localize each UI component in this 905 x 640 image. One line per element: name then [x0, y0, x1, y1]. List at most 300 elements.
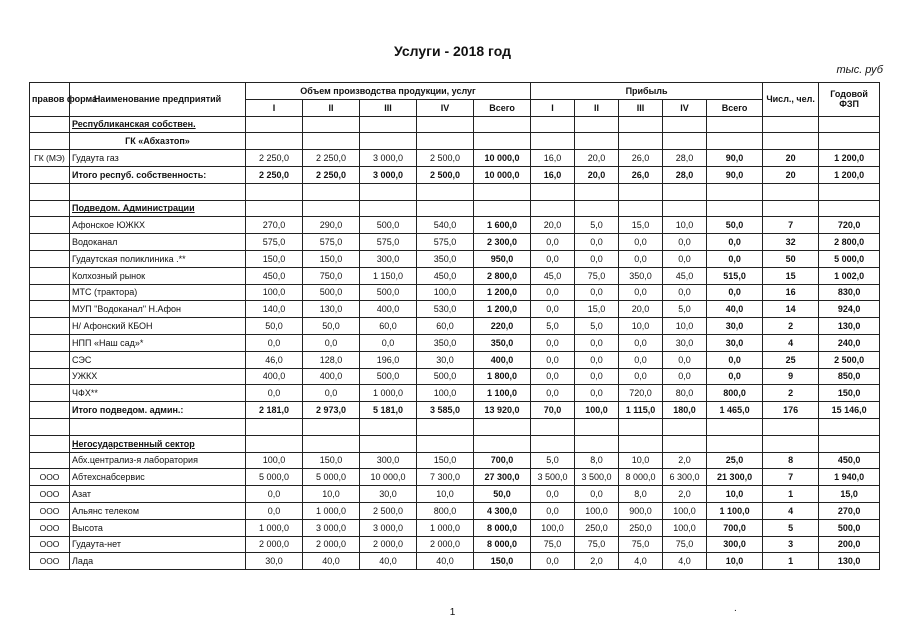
- empty-cell: [360, 418, 417, 435]
- empty-cell: [360, 133, 417, 150]
- vol-q1-cell: 50,0: [246, 318, 303, 335]
- vol-total-cell: 10 000,0: [474, 166, 531, 183]
- vol-q1-cell: 400,0: [246, 368, 303, 385]
- vol-q2-cell: 0,0: [303, 385, 360, 402]
- profit-total-cell: 30,0: [707, 334, 763, 351]
- enterprise-name-cell: Гудаута газ: [70, 150, 246, 167]
- total-row: [30, 166, 880, 183]
- header-row-1: [30, 83, 880, 100]
- empty-cell: [360, 183, 417, 200]
- empty-cell: [763, 116, 819, 133]
- staff-count-cell: 14: [763, 301, 819, 318]
- legal-form-cell: [30, 234, 70, 251]
- vol-q1-cell: 270,0: [246, 217, 303, 234]
- profit-total-cell: 40,0: [707, 301, 763, 318]
- profit-q4-cell: 45,0: [663, 267, 707, 284]
- profit-q3-cell: 26,0: [619, 150, 663, 167]
- empty-cell: [575, 183, 619, 200]
- empty-cell: [663, 116, 707, 133]
- empty-cell: [246, 200, 303, 217]
- empty-cell: [474, 418, 531, 435]
- empty-cell: [246, 418, 303, 435]
- header-quarter: IV: [417, 99, 474, 116]
- profit-q3-cell: 75,0: [619, 536, 663, 553]
- vol-total-cell: 2 300,0: [474, 234, 531, 251]
- profit-total-cell: 300,0: [707, 536, 763, 553]
- empty-cell: [246, 116, 303, 133]
- empty-cell: [763, 183, 819, 200]
- profit-q1-cell: 16,0: [531, 166, 575, 183]
- profit-total-cell: 515,0: [707, 267, 763, 284]
- vol-q3-cell: 3 000,0: [360, 166, 417, 183]
- section-title-cell: [70, 435, 246, 452]
- enterprise-name-cell: Высота: [70, 519, 246, 536]
- profit-q2-cell: 5,0: [575, 318, 619, 335]
- empty-cell: [575, 435, 619, 452]
- staff-count-cell: 2: [763, 318, 819, 335]
- vol-total-cell: 27 300,0: [474, 469, 531, 486]
- empty-cell: [707, 133, 763, 150]
- vol-total-cell: 8 000,0: [474, 536, 531, 553]
- vol-total-cell: 400,0: [474, 351, 531, 368]
- profit-q1-cell: 0,0: [531, 553, 575, 570]
- staff-count-cell: 32: [763, 234, 819, 251]
- profit-q1-cell: 5,0: [531, 318, 575, 335]
- vol-q3-cell: 400,0: [360, 301, 417, 318]
- vol-total-cell: 13 920,0: [474, 402, 531, 419]
- staff-count-cell: 9: [763, 368, 819, 385]
- empty-cell: [30, 116, 70, 133]
- section-title-cell: [70, 200, 246, 217]
- profit-q2-cell: 0,0: [575, 486, 619, 503]
- profit-q1-cell: 0,0: [531, 334, 575, 351]
- staff-count-cell: 1: [763, 486, 819, 503]
- empty-cell: [707, 183, 763, 200]
- legal-form-cell: [30, 385, 70, 402]
- vol-q1-cell: 140,0: [246, 301, 303, 318]
- profit-q2-cell: 0,0: [575, 250, 619, 267]
- profit-q3-cell: 350,0: [619, 267, 663, 284]
- section-row: [30, 200, 880, 217]
- profit-q4-cell: 6 300,0: [663, 469, 707, 486]
- legal-form-cell: ООО: [30, 486, 70, 503]
- profit-q1-cell: 0,0: [531, 502, 575, 519]
- empty-cell: [303, 183, 360, 200]
- profit-q4-cell: 0,0: [663, 234, 707, 251]
- table-row: [30, 318, 880, 335]
- total-row: [30, 402, 880, 419]
- payroll-cell: 1 002,0: [819, 267, 880, 284]
- vol-total-cell: 8 000,0: [474, 519, 531, 536]
- enterprise-name-cell: Гудаута-нет: [70, 536, 246, 553]
- profit-q4-cell: 0,0: [663, 284, 707, 301]
- empty-cell: [707, 200, 763, 217]
- empty-cell: [417, 418, 474, 435]
- empty-cell: [303, 116, 360, 133]
- page-number: 1: [449, 607, 456, 618]
- legal-form-cell: ООО: [30, 519, 70, 536]
- legal-form-cell: [30, 368, 70, 385]
- vol-q4-cell: 530,0: [417, 301, 474, 318]
- vol-q4-cell: 575,0: [417, 234, 474, 251]
- table-row: [30, 486, 880, 503]
- profit-q3-cell: 900,0: [619, 502, 663, 519]
- profit-q3-cell: 8 000,0: [619, 469, 663, 486]
- profit-total-cell: 50,0: [707, 217, 763, 234]
- profit-q4-cell: 100,0: [663, 519, 707, 536]
- legal-form-cell: [30, 267, 70, 284]
- header-staff: Числ., чел.: [763, 83, 819, 117]
- section-row: [30, 435, 880, 452]
- empty-cell: [531, 200, 575, 217]
- profit-total-cell: 10,0: [707, 486, 763, 503]
- profit-total-cell: 700,0: [707, 519, 763, 536]
- payroll-cell: 15,0: [819, 486, 880, 503]
- vol-q3-cell: 2 500,0: [360, 502, 417, 519]
- vol-total-cell: 4 300,0: [474, 502, 531, 519]
- empty-cell: [417, 183, 474, 200]
- vol-q1-cell: 46,0: [246, 351, 303, 368]
- profit-q1-cell: 0,0: [531, 250, 575, 267]
- vol-q2-cell: 0,0: [303, 334, 360, 351]
- vol-q4-cell: 450,0: [417, 267, 474, 284]
- empty-cell: [707, 418, 763, 435]
- vol-q1-cell: 0,0: [246, 334, 303, 351]
- profit-q3-cell: 8,0: [619, 486, 663, 503]
- unit-label: тыс. руб: [836, 64, 883, 76]
- profit-total-cell: 90,0: [707, 150, 763, 167]
- payroll-cell: 130,0: [819, 553, 880, 570]
- empty-cell: [707, 116, 763, 133]
- profit-q3-cell: 26,0: [619, 166, 663, 183]
- empty-cell: [763, 418, 819, 435]
- profit-q3-cell: 0,0: [619, 334, 663, 351]
- vol-total-cell: 1 800,0: [474, 368, 531, 385]
- enterprise-name-cell: Н/ Афонский КБОН: [70, 318, 246, 335]
- header-form: правов форма: [30, 83, 70, 117]
- profit-total-cell: 1 100,0: [707, 502, 763, 519]
- enterprise-name-cell: Водоканал: [70, 234, 246, 251]
- header-total: Всего: [707, 99, 763, 116]
- staff-count-cell: 176: [763, 402, 819, 419]
- vol-q4-cell: 350,0: [417, 334, 474, 351]
- vol-q4-cell: 2 500,0: [417, 150, 474, 167]
- vol-q4-cell: 100,0: [417, 284, 474, 301]
- profit-q4-cell: 4,0: [663, 553, 707, 570]
- header-payroll: Годовой ФЗП: [819, 83, 880, 117]
- profit-total-cell: 21 300,0: [707, 469, 763, 486]
- vol-total-cell: 1 600,0: [474, 217, 531, 234]
- vol-q2-cell: 128,0: [303, 351, 360, 368]
- legal-form-cell: [30, 402, 70, 419]
- profit-total-cell: 1 465,0: [707, 402, 763, 419]
- vol-q3-cell: 5 181,0: [360, 402, 417, 419]
- vol-total-cell: 1 100,0: [474, 385, 531, 402]
- profit-q3-cell: 0,0: [619, 234, 663, 251]
- vol-q3-cell: 10 000,0: [360, 469, 417, 486]
- enterprise-name-cell: Гудаутская поликлиника .**: [70, 250, 246, 267]
- staff-count-cell: 7: [763, 469, 819, 486]
- payroll-cell: 1 200,0: [819, 150, 880, 167]
- enterprise-name-cell: Итого респуб. собственность:: [70, 166, 246, 183]
- legal-form-cell: ООО: [30, 502, 70, 519]
- empty-cell: [303, 200, 360, 217]
- header-quarter: I: [246, 99, 303, 116]
- profit-total-cell: 800,0: [707, 385, 763, 402]
- enterprise-name-cell: МУП "Водоканал" Н.Афон: [70, 301, 246, 318]
- payroll-cell: 500,0: [819, 519, 880, 536]
- vol-q4-cell: 60,0: [417, 318, 474, 335]
- profit-q4-cell: 30,0: [663, 334, 707, 351]
- profit-q2-cell: 20,0: [575, 150, 619, 167]
- vol-q4-cell: 40,0: [417, 553, 474, 570]
- profit-total-cell: 25,0: [707, 452, 763, 469]
- section-title: Негосударственный сектор: [72, 438, 195, 449]
- table-row: [30, 267, 880, 284]
- table-row: [30, 217, 880, 234]
- profit-q4-cell: 28,0: [663, 150, 707, 167]
- enterprise-name-cell: НПП «Наш сад»*: [70, 334, 246, 351]
- vol-q2-cell: 575,0: [303, 234, 360, 251]
- subsection-title-cell: [70, 133, 246, 150]
- profit-q1-cell: 16,0: [531, 150, 575, 167]
- profit-q1-cell: 75,0: [531, 536, 575, 553]
- profit-q4-cell: 0,0: [663, 250, 707, 267]
- profit-q1-cell: 0,0: [531, 234, 575, 251]
- profit-q4-cell: 100,0: [663, 502, 707, 519]
- empty-cell: [619, 435, 663, 452]
- profit-q2-cell: 0,0: [575, 368, 619, 385]
- profit-total-cell: 90,0: [707, 166, 763, 183]
- legal-form-cell: ГК (МЭ): [30, 150, 70, 167]
- profit-q1-cell: 45,0: [531, 267, 575, 284]
- legal-form-cell: [30, 166, 70, 183]
- profit-q3-cell: 15,0: [619, 217, 663, 234]
- header-quarter: III: [619, 99, 663, 116]
- table-row: [30, 536, 880, 553]
- vol-total-cell: 10 000,0: [474, 150, 531, 167]
- profit-q2-cell: 100,0: [575, 402, 619, 419]
- vol-q3-cell: 196,0: [360, 351, 417, 368]
- vol-q2-cell: 130,0: [303, 301, 360, 318]
- vol-q2-cell: 10,0: [303, 486, 360, 503]
- empty-cell: [417, 200, 474, 217]
- profit-q4-cell: 180,0: [663, 402, 707, 419]
- empty-cell: [663, 200, 707, 217]
- profit-q2-cell: 0,0: [575, 234, 619, 251]
- profit-q2-cell: 100,0: [575, 502, 619, 519]
- vol-q2-cell: 150,0: [303, 250, 360, 267]
- scan-mark: .: [734, 603, 737, 614]
- profit-q2-cell: 0,0: [575, 385, 619, 402]
- profit-q2-cell: 0,0: [575, 334, 619, 351]
- legal-form-cell: [30, 217, 70, 234]
- vol-q3-cell: 500,0: [360, 217, 417, 234]
- vol-q2-cell: 3 000,0: [303, 519, 360, 536]
- legal-form-cell: [30, 318, 70, 335]
- header-total: Всего: [474, 99, 531, 116]
- profit-q3-cell: 0,0: [619, 284, 663, 301]
- empty-cell: [30, 200, 70, 217]
- empty-cell: [474, 435, 531, 452]
- vol-q2-cell: 2 250,0: [303, 150, 360, 167]
- empty-cell: [575, 418, 619, 435]
- enterprise-name-cell: Абх.централиз-я лаборатория: [70, 452, 246, 469]
- profit-q3-cell: 20,0: [619, 301, 663, 318]
- profit-q4-cell: 5,0: [663, 301, 707, 318]
- empty-cell: [819, 435, 880, 452]
- payroll-cell: 240,0: [819, 334, 880, 351]
- profit-q4-cell: 2,0: [663, 486, 707, 503]
- section-title: Подведом. Администрации: [72, 203, 195, 214]
- empty-cell: [707, 435, 763, 452]
- empty-cell: [30, 435, 70, 452]
- vol-q2-cell: 1 000,0: [303, 502, 360, 519]
- staff-count-cell: 2: [763, 385, 819, 402]
- legal-form-cell: [30, 351, 70, 368]
- payroll-cell: 1 940,0: [819, 469, 880, 486]
- vol-q3-cell: 1 150,0: [360, 267, 417, 284]
- empty-cell: [575, 116, 619, 133]
- vol-total-cell: 1 200,0: [474, 284, 531, 301]
- section-title: Республиканская собствен.: [72, 119, 196, 130]
- vol-q3-cell: 1 000,0: [360, 385, 417, 402]
- vol-q1-cell: 150,0: [246, 250, 303, 267]
- empty-cell: [70, 418, 246, 435]
- empty-cell: [619, 133, 663, 150]
- empty-cell: [246, 183, 303, 200]
- empty-cell: [763, 435, 819, 452]
- empty-cell: [819, 116, 880, 133]
- payroll-cell: 1 200,0: [819, 166, 880, 183]
- vol-q4-cell: 30,0: [417, 351, 474, 368]
- header-quarter: IV: [663, 99, 707, 116]
- empty-cell: [30, 133, 70, 150]
- legal-form-cell: [30, 301, 70, 318]
- vol-q1-cell: 1 000,0: [246, 519, 303, 536]
- empty-cell: [619, 183, 663, 200]
- enterprise-name-cell: УЖКХ: [70, 368, 246, 385]
- table-row: [30, 301, 880, 318]
- empty-cell: [663, 418, 707, 435]
- services-table: [29, 82, 880, 570]
- vol-q1-cell: 2 000,0: [246, 536, 303, 553]
- empty-cell: [70, 183, 246, 200]
- enterprise-name-cell: Итого подведом. админ.:: [70, 402, 246, 419]
- legal-form-cell: ООО: [30, 553, 70, 570]
- empty-cell: [531, 116, 575, 133]
- profit-q4-cell: 0,0: [663, 368, 707, 385]
- profit-q3-cell: 4,0: [619, 553, 663, 570]
- staff-count-cell: 4: [763, 334, 819, 351]
- enterprise-name-cell: МТС (трактора): [70, 284, 246, 301]
- header-quarter: II: [575, 99, 619, 116]
- table-row: [30, 385, 880, 402]
- staff-count-cell: 1: [763, 553, 819, 570]
- legal-form-cell: [30, 250, 70, 267]
- empty-cell: [360, 435, 417, 452]
- payroll-cell: 200,0: [819, 536, 880, 553]
- legal-form-cell: [30, 334, 70, 351]
- empty-cell: [474, 133, 531, 150]
- vol-q4-cell: 540,0: [417, 217, 474, 234]
- profit-q1-cell: 0,0: [531, 385, 575, 402]
- vol-q2-cell: 150,0: [303, 452, 360, 469]
- header-quarter: II: [303, 99, 360, 116]
- profit-q3-cell: 1 115,0: [619, 402, 663, 419]
- enterprise-name-cell: Азат: [70, 486, 246, 503]
- vol-q3-cell: 500,0: [360, 368, 417, 385]
- payroll-cell: 720,0: [819, 217, 880, 234]
- empty-cell: [531, 133, 575, 150]
- profit-q1-cell: 0,0: [531, 486, 575, 503]
- vol-q1-cell: 575,0: [246, 234, 303, 251]
- profit-q3-cell: 0,0: [619, 250, 663, 267]
- profit-q3-cell: 10,0: [619, 452, 663, 469]
- empty-cell: [663, 435, 707, 452]
- empty-cell: [246, 133, 303, 150]
- table-row: [30, 469, 880, 486]
- profit-q2-cell: 75,0: [575, 536, 619, 553]
- profit-total-cell: 0,0: [707, 351, 763, 368]
- payroll-cell: 15 146,0: [819, 402, 880, 419]
- profit-q2-cell: 2,0: [575, 553, 619, 570]
- vol-q3-cell: 300,0: [360, 452, 417, 469]
- vol-total-cell: 1 200,0: [474, 301, 531, 318]
- vol-q4-cell: 500,0: [417, 368, 474, 385]
- profit-q1-cell: 0,0: [531, 368, 575, 385]
- table-row: [30, 234, 880, 251]
- legal-form-cell: [30, 284, 70, 301]
- vol-q4-cell: 1 000,0: [417, 519, 474, 536]
- empty-cell: [246, 435, 303, 452]
- table-row: [30, 334, 880, 351]
- vol-q3-cell: 40,0: [360, 553, 417, 570]
- empty-cell: [819, 418, 880, 435]
- staff-count-cell: 15: [763, 267, 819, 284]
- staff-count-cell: 8: [763, 452, 819, 469]
- empty-cell: [763, 200, 819, 217]
- profit-total-cell: 0,0: [707, 284, 763, 301]
- empty-cell: [474, 116, 531, 133]
- empty-cell: [474, 183, 531, 200]
- profit-q3-cell: 0,0: [619, 351, 663, 368]
- vol-q2-cell: 400,0: [303, 368, 360, 385]
- staff-count-cell: 25: [763, 351, 819, 368]
- payroll-cell: 830,0: [819, 284, 880, 301]
- table-row: [30, 553, 880, 570]
- empty-cell: [819, 133, 880, 150]
- profit-q2-cell: 8,0: [575, 452, 619, 469]
- vol-q2-cell: 40,0: [303, 553, 360, 570]
- empty-cell: [619, 200, 663, 217]
- profit-q2-cell: 0,0: [575, 351, 619, 368]
- empty-cell: [360, 116, 417, 133]
- vol-q1-cell: 0,0: [246, 385, 303, 402]
- profit-q4-cell: 2,0: [663, 452, 707, 469]
- profit-q1-cell: 0,0: [531, 284, 575, 301]
- enterprise-name-cell: ЧФХ**: [70, 385, 246, 402]
- vol-q3-cell: 60,0: [360, 318, 417, 335]
- enterprise-name-cell: Альянс телеком: [70, 502, 246, 519]
- empty-cell: [663, 133, 707, 150]
- enterprise-name-cell: Афонское ЮЖКХ: [70, 217, 246, 234]
- empty-cell: [417, 133, 474, 150]
- vol-q1-cell: 30,0: [246, 553, 303, 570]
- staff-count-cell: 20: [763, 166, 819, 183]
- empty-cell: [303, 133, 360, 150]
- table-row: [30, 452, 880, 469]
